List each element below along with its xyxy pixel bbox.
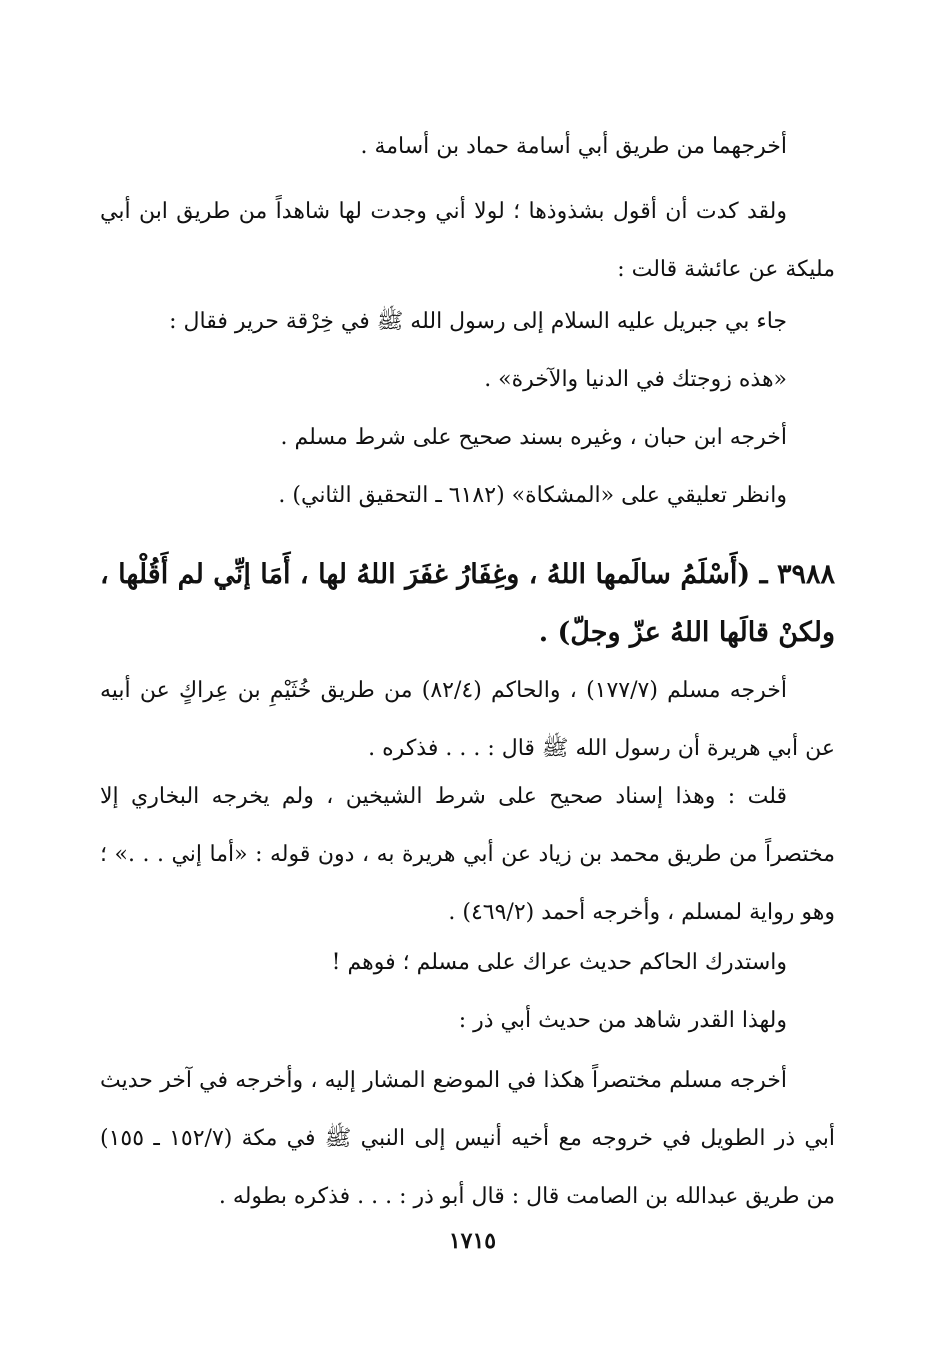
hadith-heading: ٣٩٨٨ ـ (أَسْلَمُ سالَمها اللهُ ، وغِفَارُ غفَرَ اللهُ لها ، أَمَا إنِّي لم أَقُلْها ، ولكنْ قالَها اللهُ عزّ وجلّ) . [100,559,835,648]
page-number: ١٧١٥ [448,1228,497,1254]
paragraph-8: أخرجه مسلم (١٧٧/٧) ، والحاكم (٨٢/٤) من طريق خُثَيْمِ بن عِراكٍ عن أبيه عن أبي هريرة أن رسول الله ﷺ قال : . . . فذكره . [100,678,835,761]
paragraph-2: ولقد كدت أن أقول بشذوذها ؛ لولا أني وجدت لها شاهداً من طريق ابن أبي مليكة عن عائشة قالت : [100,199,835,282]
paragraph-12: أخرجه مسلم مختصراً هكذا في الموضع المشار إليه ، وأخرجه في آخر حديث أبي ذر الطويل في خروجه مع أخيه أنيس إلى النبي ﷺ في مكة (١٥٢/٧ ـ ١٥٥) من طريق عبدالله بن الصامت قال : قال أبو ذر : . . . فذكره بطوله . [100,1068,835,1209]
paragraph-5: أخرجه ابن حبان ، وغيره بسند صحيح على شرط مسلم . [280,425,787,450]
paragraph-9: قلت : وهذا إسناد صحيح على شرط الشيخين ، ولم يخرجه البخاري إلا مختصراً من طريق محمد بن زياد عن أبي هريرة به ، دون قوله : «أما إني . . .» ؛ وهو رواية لمسلم ، وأخرجه أحمد (٤٦٩/٢) . [100,784,835,925]
paragraph-11: ولهذا القدر شاهد من حديث أبي ذر : [458,1008,787,1033]
paragraph-1: أخرجهما من طريق أبي أسامة حماد بن أسامة . [360,134,787,159]
paragraph-10: واستدرك الحاكم حديث عراك على مسلم ؛ فوهم ! [331,950,787,975]
paragraph-4: «هذه زوجتك في الدنيا والآخرة» . [484,367,787,392]
paragraph-6: وانظر تعليقي على «المشكاة» (٦١٨٢ ـ التحقيق الثاني) . [278,483,787,508]
paragraph-3: جاء بي جبريل عليه السلام إلى رسول الله ﷺ في خِرْقة حرير فقال : [169,309,787,334]
